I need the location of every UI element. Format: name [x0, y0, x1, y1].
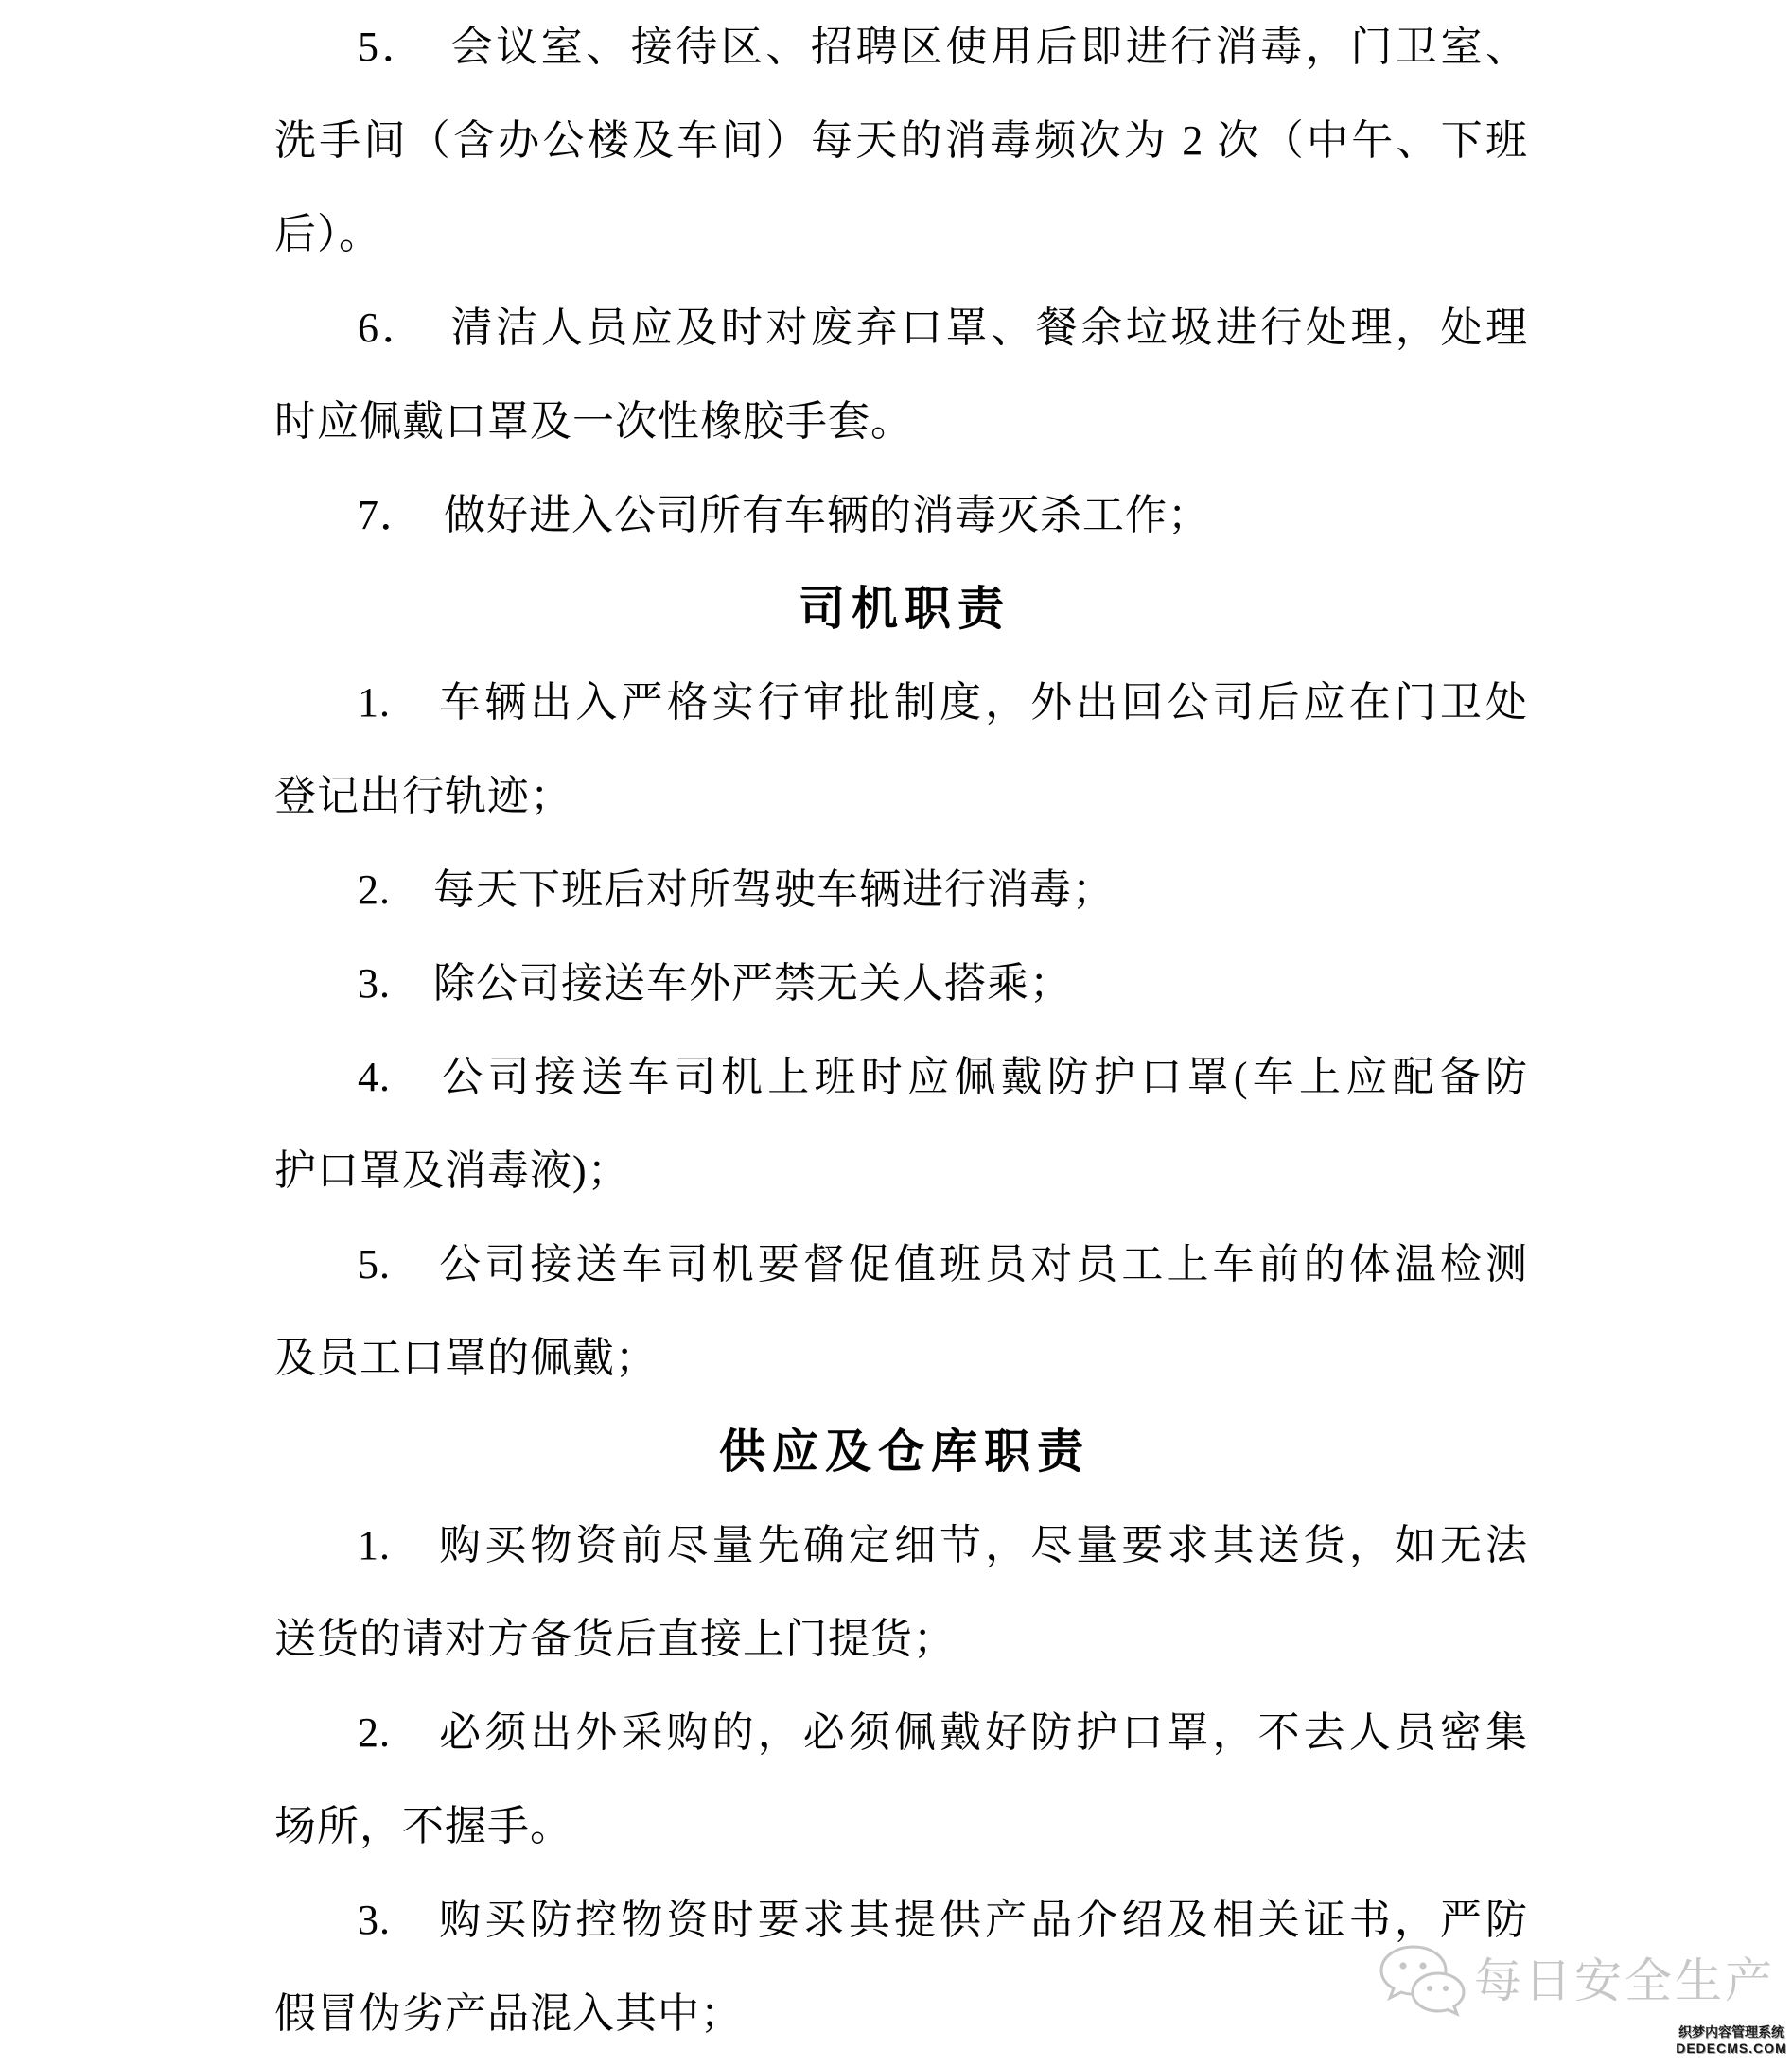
text-line: 场所，不握手。 [274, 1803, 572, 1849]
section-heading: 供应及仓库职责 [718, 1426, 1090, 1478]
text-line: 1. 车辆出入严格实行审批制度，外出回公司后应在门卫处 [358, 679, 1528, 726]
text-line: 5. 公司接送车司机要督促值班员对员工上车前的体温检测 [358, 1241, 1528, 1287]
badge-domain-text: DEDECMS.COM [1676, 2040, 1787, 2056]
text-line: 护口罩及消毒液)； [274, 1147, 630, 1194]
text-line: 时应佩戴口罩及一次性橡胶手套。 [274, 398, 913, 445]
text-line: 3. 除公司接送车外严禁无关人搭乘； [358, 960, 1072, 1007]
wechat-icon [1374, 1941, 1468, 2021]
text-line: 后）。 [274, 211, 381, 257]
wechat-watermark [1374, 1941, 1775, 2021]
document-body [274, 0, 1528, 2060]
text-line: 登记出行轨迹； [274, 773, 572, 819]
badge-cn-text: 织梦内容管理系统 [1678, 2024, 1784, 2040]
text-line: 6． 清洁人员应及时对废弃口罩、餐余垃圾进行处理，处理 [358, 305, 1528, 351]
text-line: 4. 公司接送车司机上班时应佩戴防护口罩(车上应配备防 [358, 1054, 1528, 1100]
text-line: 1. 购买物资前尽量先确定细节，尽量要求其送货，如无法 [358, 1522, 1528, 1568]
text-line: 假冒伪劣产品混入其中； [274, 1990, 743, 2037]
text-line: 2. 必须出外采购的，必须佩戴好防护口罩，不去人员密集 [358, 1709, 1528, 1756]
text-line: 3. 购买防控物资时要求其提供产品介绍及相关证书，严防 [358, 1897, 1528, 1943]
section-heading: 司机职责 [798, 583, 1010, 635]
text-line: 洗手间（含办公楼及车间）每天的消毒频次为 2 次（中午、下班 [274, 117, 1528, 164]
watermark-label: 每日安全生产 [1474, 1954, 1775, 2007]
text-line: 7． 做好进入公司所有车辆的消毒灭杀工作； [358, 492, 1210, 538]
text-line: 及员工口罩的佩戴； [274, 1335, 658, 1381]
text-line: 5． 会议室、接待区、招聘区使用后即进行消毒，门卫室、 [358, 24, 1528, 70]
dedecms-badge [1673, 2023, 1790, 2057]
text-line: 2. 每天下班后对所驾驶车辆进行消毒； [358, 867, 1115, 913]
text-line: 送货的请对方备货后直接上门提货； [274, 1616, 956, 1662]
